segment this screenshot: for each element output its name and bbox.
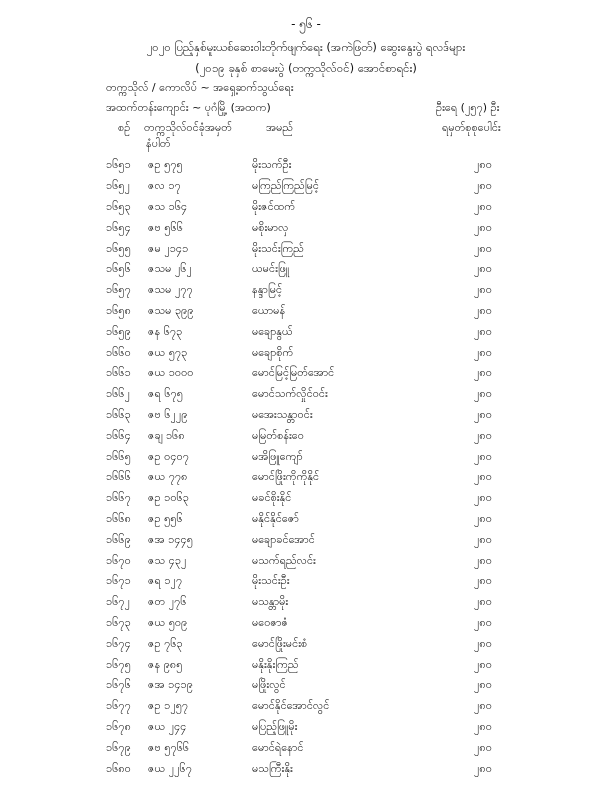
table-row	[0, 447, 514, 468]
row-mark: ၂၈၀	[474, 636, 492, 650]
row-name: မနိုင်နိုင်ဇော်	[252, 511, 299, 525]
row-roll-number: ဇဥ ၅၇၅	[148, 158, 183, 172]
row-number: ၁၆၇၇	[106, 699, 131, 713]
row-name: နန္ဒာမြင့်	[252, 283, 283, 297]
table-row	[0, 676, 514, 697]
row-mark: ၂၈၀	[474, 657, 492, 671]
table-row	[0, 218, 514, 239]
row-number: ၁၆၅၄	[106, 220, 131, 234]
row-number: ၁၆၆၉	[106, 532, 131, 546]
row-number: ၁၆၇၆	[106, 678, 131, 692]
row-name: ယောမန်	[252, 303, 286, 317]
row-name: မစိုးမာလှ	[252, 220, 289, 234]
table-row	[0, 634, 514, 655]
table-row	[0, 510, 514, 531]
row-roll-number: ဇချ ၁၆၈	[148, 428, 185, 442]
row-roll-number: ဇမ ၂၁၄၁	[148, 241, 189, 255]
header-roll-sub: နံပါတ်	[146, 137, 171, 150]
row-roll-number: ဇယ ၂၂၆၇	[148, 761, 192, 775]
row-number: ၁၆၆၄	[106, 428, 131, 442]
row-mark: ၂၈၀	[474, 491, 492, 505]
row-mark: ၂၈၀	[474, 428, 492, 442]
row-name: မသကြီးနိုး	[252, 761, 293, 775]
table-row	[0, 530, 514, 551]
table-row	[0, 406, 514, 427]
table-row	[0, 343, 514, 364]
row-number: ၁၆၅၁	[106, 158, 131, 172]
row-mark: ၂၈၀	[474, 366, 492, 380]
table-row	[0, 239, 514, 260]
row-number: ၁၆၆၇	[106, 491, 131, 505]
row-mark: ၂၈၀	[474, 345, 492, 359]
row-name: မသန္တာမိုး	[252, 595, 289, 609]
row-mark: ၂၈၀	[474, 220, 492, 234]
row-mark: ၂၈၀	[474, 553, 492, 567]
row-name: မချောခင်အောင်	[252, 532, 315, 546]
row-name: မောင်မြင့်မြတ်အောင်	[252, 366, 335, 380]
row-roll-number: ဇယ ၂၄၄	[148, 719, 187, 733]
row-number: ၁၆၆၅	[106, 449, 131, 463]
row-mark: ၂၈၀	[474, 179, 492, 193]
results-table	[0, 156, 514, 780]
table-row	[0, 738, 514, 759]
row-mark: ၂၈၀	[474, 470, 492, 484]
row-number: ၁၆၆၃	[106, 407, 131, 421]
row-mark: ၂၈၀	[474, 678, 492, 692]
row-number: ၁၆၆၁	[106, 366, 131, 380]
row-name: မသက်ရည်လင်း	[252, 553, 316, 567]
row-mark: ၂၈၀	[474, 199, 492, 213]
row-mark: ၂၈၀	[474, 719, 492, 733]
row-number: ၁၆၇၉	[106, 740, 131, 754]
table-row	[0, 468, 514, 489]
region-label: တက္ကသိုလ် / ကောလိပ် ~ အရှေ့ဆက်သွယ်ရေး	[106, 81, 294, 94]
row-name: မချောစိုက်	[252, 345, 294, 359]
table-row	[0, 759, 514, 780]
row-name: မိုးဇင်ထက်	[252, 199, 296, 213]
row-roll-number: ဇတ ၂၇၆	[148, 595, 187, 609]
row-name: ယမင်းဖြူ	[252, 262, 290, 276]
table-row	[0, 322, 514, 343]
row-mark: ၂၈၀	[474, 449, 492, 463]
row-number: ၁၆၅၉	[106, 324, 131, 338]
table-row	[0, 177, 514, 198]
row-name: မပြည့်ဖြူမိုး	[252, 719, 298, 733]
row-roll-number: ဇသမ ၂၆၂	[148, 262, 192, 276]
row-name: မောင်ဖြိုးမင်းစံ	[252, 636, 308, 650]
table-row	[0, 260, 514, 281]
table-row	[0, 697, 514, 718]
row-name: မောင်သက်လှိုင်ဝင်း	[252, 387, 328, 401]
row-number: ၁၆၇၀	[106, 553, 131, 567]
row-mark: ၂၈၀	[474, 595, 492, 609]
row-number: ၁၆၆၈	[106, 511, 131, 525]
table-row	[0, 302, 514, 323]
table-row	[0, 385, 514, 406]
row-mark: ၂၈၀	[474, 324, 492, 338]
row-roll-number: ဇဥ ၀၄၀၇	[148, 449, 189, 463]
row-name: မခင်စိုးနိုင်	[252, 491, 292, 505]
row-roll-number: ဇယ ၅၀၉	[148, 615, 188, 629]
header-name: အမည်	[266, 121, 294, 134]
row-mark: ၂၈၀	[474, 303, 492, 317]
row-roll-number: ဇဥ ၅၅၆	[148, 511, 183, 525]
row-name: မိုးသက်ဦး	[252, 158, 292, 172]
row-name: မိုးသင်းဦး	[252, 574, 290, 588]
row-name: မိုးသင်းကြည်	[252, 241, 304, 255]
table-row	[0, 593, 514, 614]
row-number: ၁၆၇၁	[106, 574, 131, 588]
school-label: အထက်တန်းကျောင်း ~ ပုဂံမြို့ (အထက)	[106, 101, 271, 114]
document-title: ၂၀၂၀ ပြည့်နှစ်မူးယစ်ဆေးဝါးတိုက်ဖျက်ရေး (အကဲဖြတ်) ဆွေးနွေးပွဲ ရလဒ်များ	[146, 40, 466, 54]
row-roll-number: ဇဥ ၁၀၆၃	[148, 491, 189, 505]
row-number: ၁၆၆၂	[106, 387, 130, 401]
header-no: စဉ်	[118, 121, 131, 134]
row-number: ၁၆၅၃	[106, 199, 131, 213]
table-row	[0, 572, 514, 593]
row-name: မကြည်ကြည်မြင့်	[252, 179, 320, 193]
row-name: မအိဖြူကျော်	[252, 449, 303, 463]
row-mark: ၂၈၀	[474, 740, 492, 754]
row-roll-number: ဇသမ ၃၉၉	[148, 303, 194, 317]
row-mark: ၂၈၀	[474, 158, 492, 172]
row-name: မောင်ရဲနောင်	[252, 740, 304, 754]
page-number: - ၅၆ -	[291, 17, 321, 31]
row-number: ၁၆၇၃	[106, 615, 131, 629]
row-roll-number: ဇသ ၁၆၄	[148, 199, 188, 213]
row-mark: ၂၈၀	[474, 532, 492, 546]
row-mark: ၂၈၀	[474, 511, 492, 525]
row-name: မအေးသန္တာဝင်း	[252, 407, 313, 421]
row-name: မောင်နိုင်အောင်လွင်	[252, 699, 330, 713]
row-roll-number: ဇရ ၆၇၅	[148, 387, 183, 401]
row-name: မချောနွယ်	[252, 324, 293, 338]
row-mark: ၂၈၀	[474, 387, 492, 401]
row-roll-number: ဇဥ ၁၂၅၇	[148, 699, 189, 713]
row-number: ၁၆၇၄	[106, 636, 131, 650]
row-number: ၁၆၈၀	[106, 761, 131, 775]
row-roll-number: ဇသ ၄၃၂	[148, 553, 187, 567]
row-mark: ၂၈၀	[474, 699, 492, 713]
table-row	[0, 718, 514, 739]
row-roll-number: ဇဗ ၅၇၆၆	[148, 740, 190, 754]
row-roll-number: ဇဗ ၅၆၆	[148, 220, 183, 234]
row-number: ၁၆၅၆	[106, 262, 131, 276]
table-row	[0, 364, 514, 385]
row-mark: ၂၈၀	[474, 241, 492, 255]
table-row	[0, 156, 514, 177]
header-roll: တက္ကသိုလ်ဝင်ခုံအမှတ်	[144, 121, 232, 134]
total-count: ဦးရေ (၂၅၇) ဦး	[436, 101, 500, 114]
row-number: ၁၆၇၅	[106, 657, 131, 671]
row-roll-number: ဇယ ၁၀၀၀	[148, 366, 194, 380]
row-roll-number: ဇအ ၁၄၁၉	[148, 678, 193, 692]
row-mark: ၂၈၀	[474, 615, 492, 629]
table-row	[0, 198, 514, 219]
results-table-body	[0, 156, 514, 780]
row-number: ၁၆၇၈	[106, 719, 131, 733]
row-name: မနိုးနိုးကြည်	[252, 657, 299, 671]
row-mark: ၂၈၀	[474, 262, 492, 276]
row-roll-number: ဇဥ ၇၆၃	[148, 636, 183, 650]
header-mark: ရမှတ်စုစုပေါင်း	[442, 121, 501, 134]
table-row	[0, 489, 514, 510]
document-subtitle: (၂၀၁၉ ခုနှစ် စာမေးပွဲ (တက္ကသိုလ်ဝင်) အောင်စာရင်း)	[195, 61, 417, 75]
row-mark: ၂၈၀	[474, 574, 492, 588]
row-roll-number: ဇရ ၁၂၇	[148, 574, 183, 588]
row-roll-number: ဇသမ ၂၇၇	[148, 283, 193, 297]
row-number: ၁၆၆၀	[106, 345, 131, 359]
table-row	[0, 614, 514, 635]
row-roll-number: ဇယ ၇၇၈	[148, 470, 188, 484]
row-roll-number: ဇလ ၁၇	[148, 179, 181, 193]
row-name: မမြတ်စန်းဝေ	[252, 428, 304, 442]
table-row	[0, 551, 514, 572]
row-number: ၁၆၅၇	[106, 283, 131, 297]
row-number: ၁၆၅၅	[106, 241, 131, 255]
row-name: မဖြိုးလွင်	[252, 678, 286, 692]
row-mark: ၂၈၀	[474, 283, 492, 297]
table-row	[0, 426, 514, 447]
row-roll-number: ဇယ ၅၇၃	[148, 345, 188, 359]
row-roll-number: ဇန ၆၇၃	[148, 324, 183, 338]
row-mark: ၂၈၀	[474, 761, 492, 775]
row-number: ၁၆၅၂	[106, 179, 130, 193]
row-roll-number: ဇအ ၁၄၄၅	[148, 532, 193, 546]
row-number: ၁၆၇၂	[106, 595, 130, 609]
row-name: မဝေဇာဇံ	[252, 615, 289, 629]
row-mark: ၂၈၀	[474, 407, 492, 421]
row-number: ၁၆၆၆	[106, 470, 131, 484]
row-name: မောင်ဖြိုးကိုကိုနိုင်	[252, 470, 320, 484]
row-roll-number: ဇဗ ၆၂၂၉	[148, 407, 188, 421]
table-row	[0, 281, 514, 302]
row-roll-number: ဇန ၉၈၅	[148, 657, 183, 671]
row-number: ၁၆၅၈	[106, 303, 131, 317]
table-row	[0, 655, 514, 676]
